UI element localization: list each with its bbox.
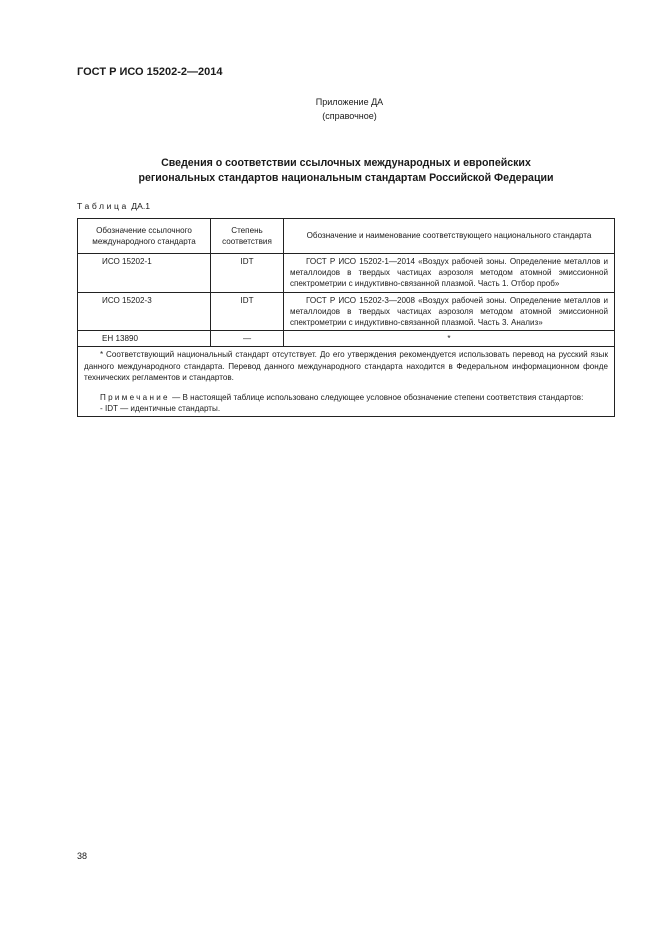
correspondence-table <box>77 218 615 417</box>
cell-degree: — <box>211 331 284 347</box>
page-number: 38 <box>77 851 88 861</box>
section-title <box>77 156 615 186</box>
annex-subtitle: (справочное) <box>322 111 377 121</box>
table-header-row <box>78 219 615 254</box>
cell-degree: IDT <box>211 254 284 293</box>
annex-heading <box>0 95 661 123</box>
cell-national: * <box>284 331 615 347</box>
cell-national-text: ГОСТ Р ИСО 15202-1—2014 «Воздух рабочей зоны. Определение металлов и металлоидов в твердых частицах аэрозоля методом атомной эмиссионной спектрометрии с индуктивно-связанной плазмой. Часть 1. Отбор проб» <box>290 257 608 289</box>
section-title-line-2: региональных стандартов национальным стандартам Российской Федерации <box>138 172 554 184</box>
note-item-text: - IDT — идентичные стандарты. <box>100 404 221 414</box>
cell-ref: ЕН 13890 <box>78 331 211 347</box>
table-caption-number: ДА.1 <box>131 201 151 211</box>
note-item <box>84 403 608 414</box>
cell-ref: ИСО 15202-1 <box>78 254 211 293</box>
table-row <box>78 254 615 293</box>
note-text: — В настоящей таблице использовано следующее условное обозначение степени соответствия стандартов: <box>172 393 584 403</box>
cell-national <box>284 254 615 293</box>
annex-title: Приложение ДА <box>315 97 384 107</box>
header-cell-ref: Обозначение ссылочного международного стандарта <box>78 219 211 254</box>
note-label: Примечание <box>100 393 170 403</box>
footnote <box>84 349 608 383</box>
cell-ref: ИСО 15202-3 <box>78 292 211 331</box>
table-caption <box>77 201 150 211</box>
cell-degree: IDT <box>211 292 284 331</box>
document-code: ГОСТ Р ИСО 15202-2—2014 <box>77 66 223 78</box>
cell-national <box>284 292 615 331</box>
table-footnote-row <box>78 347 615 417</box>
cell-national-text: ГОСТ Р ИСО 15202-3—2008 «Воздух рабочей зоны. Определение металлов и металлоидов в твердых частицах аэрозоля методом атомной эмиссионной спектрометрии с индуктивно-связанной плазмой. Часть 3. Анализ» <box>290 295 608 328</box>
table-row <box>78 292 615 331</box>
header-cell-national: Обозначение и наименование соответствующего национального стандарта <box>284 219 615 254</box>
table-note <box>84 392 608 403</box>
section-title-line-1: Сведения о соответствии ссылочных международных и европейских <box>161 157 531 169</box>
table-footnote-cell <box>78 347 615 417</box>
header-cell-degree: Степень соответствия <box>211 219 284 254</box>
footnote-text: * Соответствующий национальный стандарт отсутствует. До его утверждения рекомендуется использовать перевод на русский язык данного международного стандарта. Перевод данного международного стандарта находится в Федеральном информационном фонде технических регламентов и стандартов. <box>84 350 608 382</box>
table-caption-label: Таблица <box>77 201 129 211</box>
table-row <box>78 331 615 347</box>
